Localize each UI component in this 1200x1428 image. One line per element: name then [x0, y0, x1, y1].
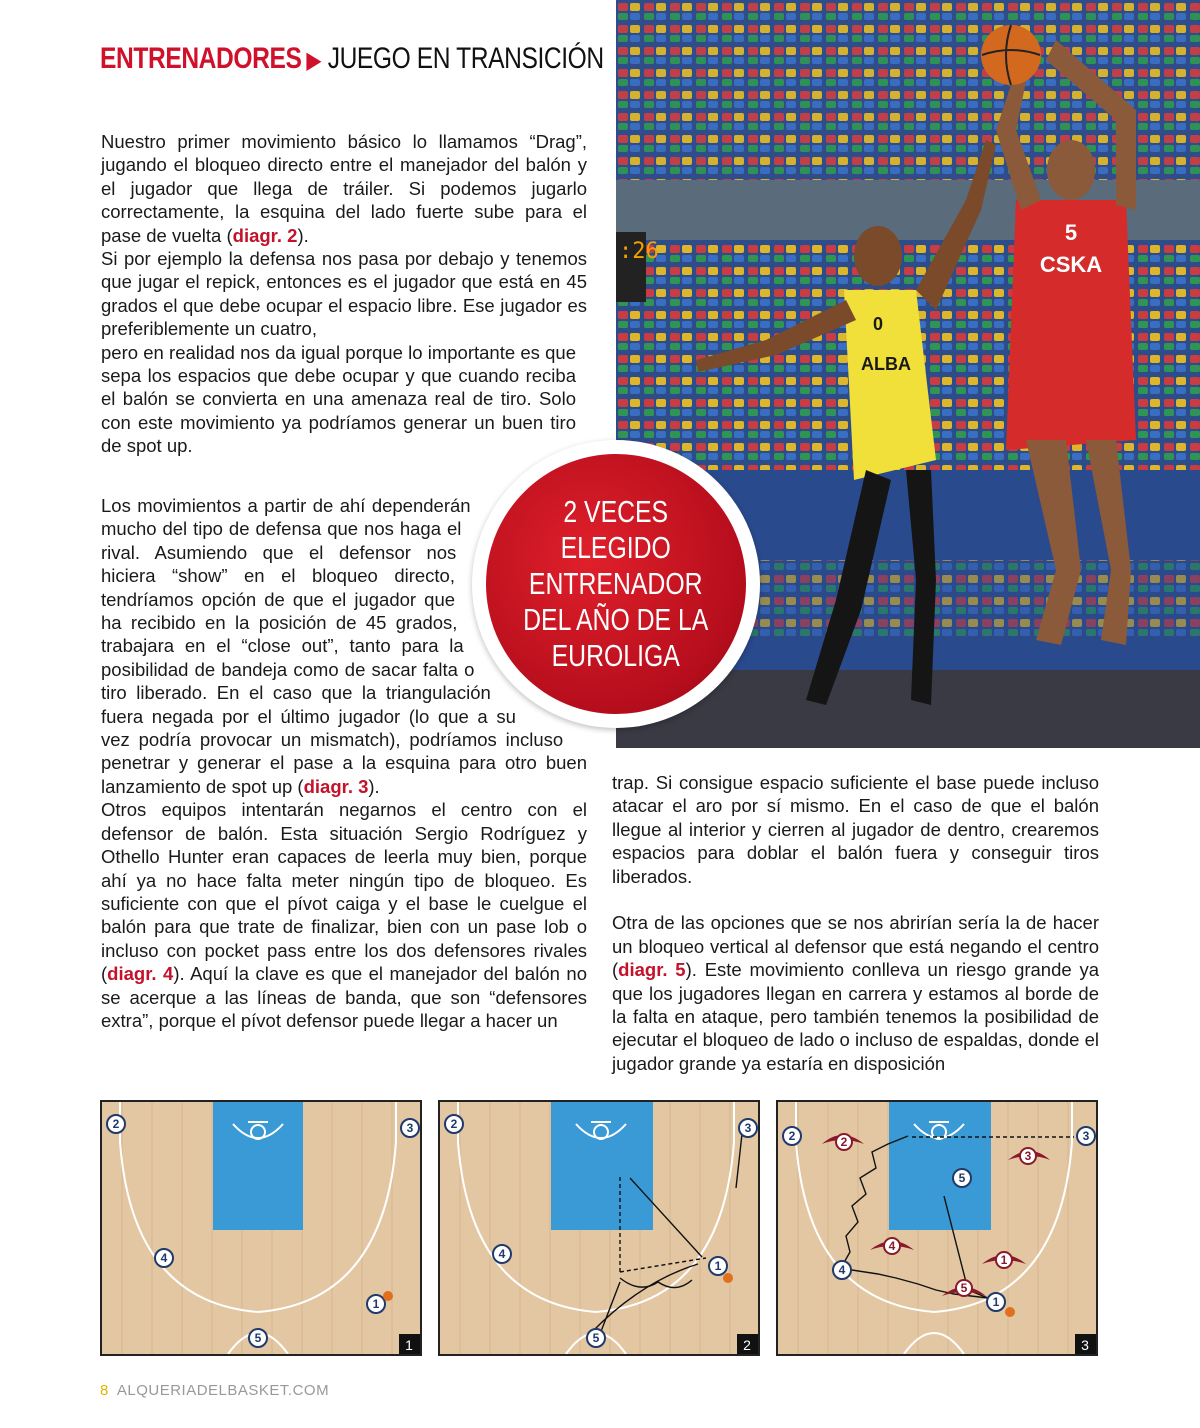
page-footer — [100, 1382, 329, 1399]
site-url: ALQUERIADELBASKET.COM — [116, 1382, 330, 1399]
svg-text:5: 5 — [254, 1331, 262, 1345]
svg-text:1: 1 — [714, 1259, 722, 1273]
topic-title: JUEGO EN TRANSICIÓN — [327, 42, 604, 75]
paragraph: Otra de las opciones que se nos abrirían sería la de hacer un bloqueo vertical al defensor que está negando el centro (diagr. 5). Este movimiento conlleva un riesgo grande ya que los jugadores llegan en carrera y estamos al borde de la falta en ataque, pero también tenemos la posibilidad de ejecutar el bloqueo de lado o incluso de espaldas, donde el jugador grande ya estaría en disposición — [612, 912, 1100, 1074]
diagram-number: 3 — [1081, 1337, 1089, 1353]
page-number: 8 — [100, 1382, 109, 1399]
svg-text:1: 1 — [1000, 1253, 1008, 1267]
left-text-top — [101, 130, 587, 458]
paragraph: Los movimientos a partir de ahí dependerán mucho del tipo de defensa que nos haga el rival. Asumiendo que el defensor nos hiciera “show” en el bloqueo directo, tendríamos opción de que el jugador que ha recibido en la posición de 45 grados, trabajara en el “close out”, tanto para la posibilidad de bandeja como de sacar falta o tiro liberado. En el caso que la triangulación fuera negada por el último jugador (lo que a su vez podría provocar un mismatch), podríamos incluso penetrar y generar el pase a la esquina para otro buen lanzamiento de spot up (diagr. 3). — [101, 495, 587, 797]
svg-text:3: 3 — [744, 1121, 752, 1135]
callout-badge — [472, 440, 760, 728]
diagram-reference: diagr. 2 — [232, 224, 298, 246]
svg-text:4: 4 — [838, 1263, 846, 1277]
triangle-right-icon: ▶ — [306, 47, 322, 74]
paragraph-spacer — [612, 888, 1099, 911]
diagram-reference: diagr. 5 — [618, 959, 686, 981]
paragraph: pero en realidad nos da igual porque lo importante es que sepa los espacios que debe ocupar y que cuando reciba el balón se convierta en una amenaza real de tiro. Solo con este movimiento ya podríamos generar un buen tiro de spot up. — [101, 341, 576, 457]
svg-text:5: 5 — [958, 1171, 966, 1185]
callout-text: 2 VECES ELEGIDO ENTRENADOR DEL AÑO DE LA EUROLIGA — [523, 494, 709, 673]
svg-text:2: 2 — [112, 1117, 120, 1131]
svg-text:3: 3 — [406, 1121, 414, 1135]
court-diagram — [102, 1102, 420, 1354]
diagram-reference: diagr. 4 — [107, 963, 174, 985]
svg-text:5: 5 — [592, 1331, 600, 1345]
svg-text:4: 4 — [498, 1247, 506, 1261]
right-text — [612, 771, 1099, 1075]
player1-team: CSKA — [1039, 252, 1103, 277]
svg-text:3: 3 — [1082, 1129, 1090, 1143]
player1-number: 5 — [1064, 220, 1078, 245]
player2-team: ALBA — [861, 354, 911, 374]
svg-text:2: 2 — [840, 1135, 848, 1149]
svg-text:2: 2 — [450, 1117, 458, 1131]
court-diagram — [778, 1102, 1096, 1354]
page-header — [100, 42, 604, 76]
court-diagram — [440, 1102, 758, 1354]
paragraph: trap. Si consigue espacio suficiente el base puede incluso atacar el aro por sí mismo. En el caso de que el balón llegue al interior y cierren al jugador de dentro, crearemos espacios para doblar el balón fuera y conseguir tiros liberados. — [612, 772, 1099, 887]
svg-text:4: 4 — [160, 1251, 168, 1265]
diagram-reference: diagr. 3 — [303, 775, 369, 797]
diagram-3 — [776, 1100, 1098, 1356]
paragraph: Nuestro primer movimiento básico lo llamamos “Drag”, jugando el bloqueo directo entre el manejador del balón y el jugador que llega de tráiler. Si podemos jugarlo correctamente, la esquina del lado fuerte sube para el pase de vuelta (diagr. 2). — [101, 131, 587, 246]
svg-text:5: 5 — [960, 1281, 968, 1295]
diagram-number: 2 — [743, 1337, 751, 1353]
diagram-1 — [100, 1100, 422, 1356]
diagram-number: 1 — [405, 1337, 413, 1353]
player2-number: 0 — [872, 314, 884, 334]
paragraph: Si por ejemplo la defensa nos pasa por debajo y tenemos que jugar el repick, entonces es el jugador que está en 45 grados el que debe ocupar el espacio libre. Ese jugador es preferiblemente un cuatro, — [101, 248, 587, 340]
paragraph: Otros equipos intentarán negarnos el centro con el defensor de balón. Esta situación Sergio Rodríguez y Othello Hunter eran capaces de leerla muy bien, porque ahí ya no hace falta meter ningún tipo de bloqueo. Es suficiente con que el pívot caiga y el base le cuelgue el balón para que trate de finalizar, bien con un pase lob o incluso con pocket pass entre los dos defensores rivales (diagr. 4). Aquí la clave es que el manejador del balón no se acerque a las líneas de banda, que son “defensores extra”, porque el pívot defensor puede llegar a hacer un — [101, 799, 587, 1031]
svg-text::26: :26 — [619, 239, 659, 264]
diagram-2 — [438, 1100, 760, 1356]
svg-text:1: 1 — [372, 1297, 380, 1311]
svg-text:3: 3 — [1024, 1149, 1032, 1163]
svg-text:2: 2 — [788, 1129, 796, 1143]
svg-text:4: 4 — [888, 1239, 896, 1253]
section-title: ENTRENADORES — [100, 42, 302, 75]
svg-text:1: 1 — [992, 1295, 1000, 1309]
